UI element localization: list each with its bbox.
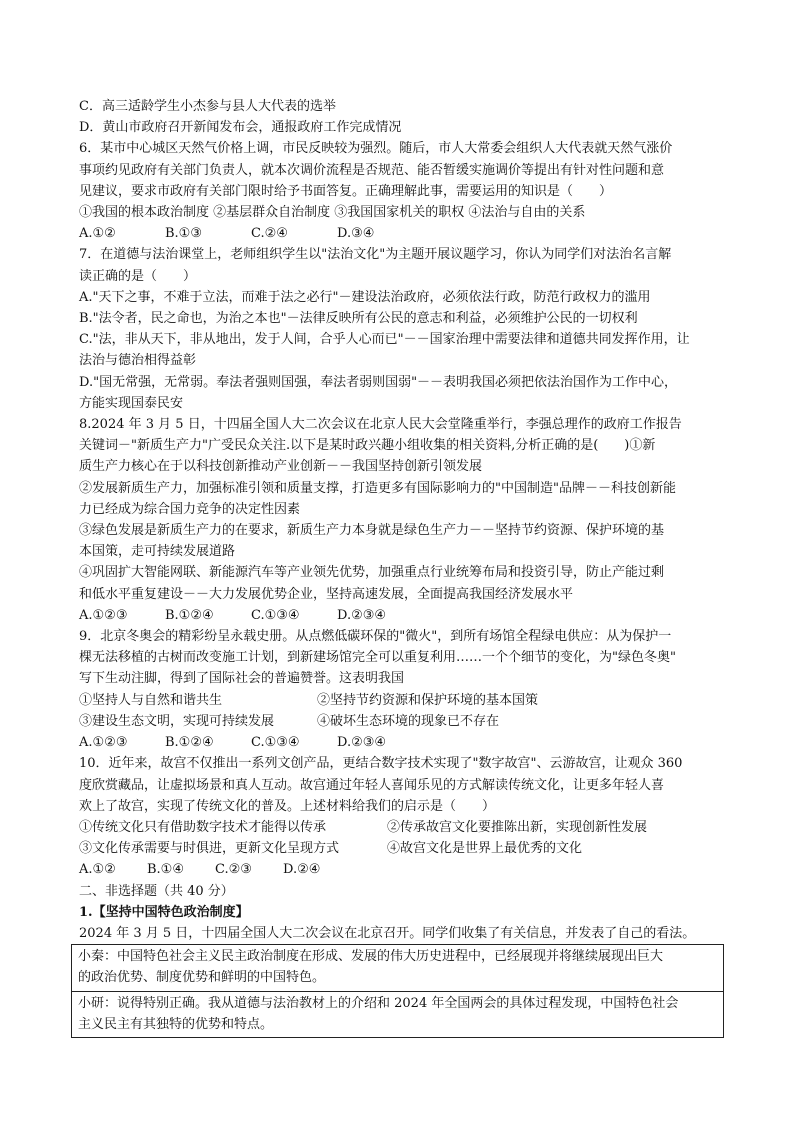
q8-option-a: A.①②③ (79, 607, 128, 623)
q7-option-a: A."天下之事，不难于立法，而难于法之必行"－建设法治政府，必须依法行政，防范行政权力的滥用 (79, 289, 651, 305)
q8-line-4: ②发展新质生产力，加强标准引领和质量支撑，打造更多有国际影响力的"中国制造"品牌－－科技创新能 (79, 480, 676, 496)
q9-statements-row-1 (79, 690, 722, 711)
q10-option-d: D.②④ (283, 862, 321, 878)
q9-option-c: C.①③④ (251, 735, 300, 751)
subquestion-1-title: 1.【坚持中国特色政治制度】 (79, 904, 249, 920)
q9-option-b: B.①②④ (165, 735, 214, 751)
question-7 (79, 244, 722, 414)
q7-line-2: 读正确的是（ ） (79, 268, 197, 284)
q9-option-d: D.②③④ (337, 735, 387, 751)
q9-line-1: 9．北京冬奥会的精彩纷呈永载史册。从点燃低碳环保的"微火"，到所有场馆全程绿电供应：从为保护一 (79, 629, 672, 645)
question-8 (79, 414, 722, 626)
q9-statement-1: ①坚持人与自然和谐共生 (79, 692, 223, 708)
opinion-xiaoyan (72, 991, 723, 1037)
q9-statements-row-2 (79, 711, 722, 732)
q7-option-c-2: 法治与德治相得益彰 (79, 353, 197, 369)
q10-statement-3: ③文化传承需要与时俱进，更新文化呈现方式 (79, 841, 340, 857)
q7-option-d-2: 方能实现国泰民安 (79, 395, 184, 411)
exam-page (79, 96, 722, 1038)
q6-line-2: 事项约见政府有关部门负责人，就本次调价流程是否规范、能否暂缓实施调价等提出有针对性问题和意 (79, 162, 665, 178)
q9-option-a: A.①②③ (79, 735, 128, 751)
q10-option-a: A.①② (79, 862, 116, 878)
opinion-xiaoyan-line-2: 主义民主有其独特的优势和特点。 (78, 1016, 274, 1032)
q9-statement-4: ④破坏生态环境的现象已不存在 (317, 713, 500, 729)
q10-statement-1: ①传统文化只有借助数字技术才能得以传承 (79, 819, 327, 835)
q9-line-3: 写下生动注脚，得到了国际社会的普遍赞誉。这表明我国 (79, 671, 405, 687)
q8-line-9: 和低水平重复建设－－大力发展优势企业，坚持高速发展，全面提高我国经济发展水平 (79, 586, 574, 602)
q8-options (79, 605, 722, 626)
q9-line-2: 棵无法移植的古树而改变施工计划，到新建场馆完全可以重复利用……一个个细节的变化，为"绿色冬奥" (79, 650, 676, 666)
q7-option-d-1: D."国无常强，无常弱。奉法者强则国强，奉法者弱则国弱"－－表明我国必须把依法治国作为工作中心， (79, 374, 678, 390)
opinion-xiaoqin-line-2: 的政治优势、制度优势和鲜明的中国特色。 (78, 970, 326, 986)
q10-options (79, 859, 722, 880)
option-d-line: D．黄山市政府召开新闻发布会，通报政府工作完成情况 (79, 120, 402, 136)
opinion-xiaoyan-line-1: 小研：说得特别正确。我从道德与法治教材上的介绍和 2024 年全国两会的具体过程发现，中国特色社会 (78, 995, 679, 1011)
q8-line-6: ③绿色发展是新质生产力的在要求，新质生产力本身就是绿色生产力－－坚持节约资源、保护环境的基 (79, 523, 665, 539)
q8-option-c: C.①③④ (251, 607, 300, 623)
q6-statements: ①我国的根本政治制度 ②基层群众自治制度 ③我国国家机关的职权 ④法治与自由的关系 (79, 205, 586, 221)
q8-line-7: 本国策，走可持续发展道路 (79, 544, 236, 560)
q8-option-b: B.①②④ (165, 607, 214, 623)
q6-option-b: B.①③ (165, 226, 202, 242)
q6-line-1: 6．某市中心城区天然气价格上调，市民反映较为强烈。随后，市人大常委会组织人大代表就天然气涨价 (79, 141, 673, 157)
question-9 (79, 626, 722, 753)
q6-option-c: C.②④ (251, 226, 288, 242)
opinion-xiaoqin-line-1: 小秦：中国特色社会主义民主政治制度在形成、发展的伟大历史进程中，已经展现并将继续展现出巨大 (78, 949, 664, 965)
q7-option-c-1: C."法，非从天下，非从地出，发于人间，合乎人心而已"－－国家治理中需要法律和道德共同发挥作用，让 (79, 332, 690, 348)
q10-option-c: C.②③ (215, 862, 252, 878)
q8-option-d: D.②③④ (337, 607, 387, 623)
opinion-table (71, 944, 724, 1038)
q10-option-b: B.①④ (147, 862, 184, 878)
q9-statement-2: ②坚持节约资源和保护环境的基本国策 (317, 692, 539, 708)
q10-statement-2: ②传承故宫文化要推陈出新，实现创新性发展 (387, 819, 648, 835)
q10-line-2: 度欣赏藏品，让虚拟场景和真人互动。故宫通过年轻人喜闻乐见的方式解读传统文化，让更多年轻人喜 (79, 777, 665, 793)
question-10 (79, 753, 722, 880)
q8-line-8: ④巩固扩大智能网联、新能源汽车等产业领先优势，加强重点行业统筹布局和投资引导，防止产能过剩 (79, 565, 665, 581)
q6-option-d: D.③④ (337, 226, 375, 242)
q8-line-2: 关键词－"新质生产力"广受民众关注.以下是某时政兴趣小组收集的相关资料,分析正确的是( )①新 (79, 438, 656, 454)
section-2-heading: 二、非选择题（共 40 分） (79, 883, 234, 899)
q8-line-1: 8.2024 年 3 月 5 日，十四届全国人大二次会议在北京人民大会堂隆重举行，李强总理作的政府工作报告 (79, 417, 682, 433)
q6-line-3: 见建议，要求市政府有关部门限时给予书面答复。正确理解此事，需要运用的知识是（ ） (79, 183, 613, 199)
q10-line-3: 欢上了故宫，实现了传统文化的普及。上述材料给我们的启示是（ ） (79, 798, 496, 814)
q10-line-1: 10．近年来，故宫不仅推出一系列文创产品，更结合数字技术实现了"数字故宫"、云游故宫，让观众 360 (79, 756, 683, 772)
q10-statements-row-1 (79, 817, 722, 838)
q9-statement-3: ③建设生态文明，实现可持续发展 (79, 713, 275, 729)
opinion-xiaoqin (72, 945, 723, 990)
q6-options (79, 223, 722, 244)
q10-statement-4: ④故宫文化是世界上最优秀的文化 (387, 841, 583, 857)
q10-statements-row-2 (79, 838, 722, 859)
q7-option-b: B."法令者，民之命也，为治之本也"－法律反映所有公民的意志和利益，必须维护公民的一切权利 (79, 311, 638, 327)
subquestion-1-intro: 2024 年 3 月 5 日，十四届全国人大二次会议在北京召开。同学们收集了有关信息，并发表了自己的看法。 (79, 925, 696, 941)
q6-option-a: A.①② (79, 226, 116, 242)
q9-options (79, 732, 722, 753)
q8-line-5: 力已经成为综合国力竞争的决定性因素 (79, 501, 301, 517)
option-c-line: C．高三适龄学生小杰参与县人大代表的选举 (79, 99, 336, 114)
q8-line-3: 质生产力核心在于以科技创新推动产业创新－－我国坚持创新引领发展 (79, 459, 483, 475)
question-6 (79, 138, 722, 244)
q7-line-1: 7．在道德与法治课堂上，老师组织学生以"法治文化"为主题开展议题学习，你认为同学们对法治名言解 (79, 247, 672, 263)
